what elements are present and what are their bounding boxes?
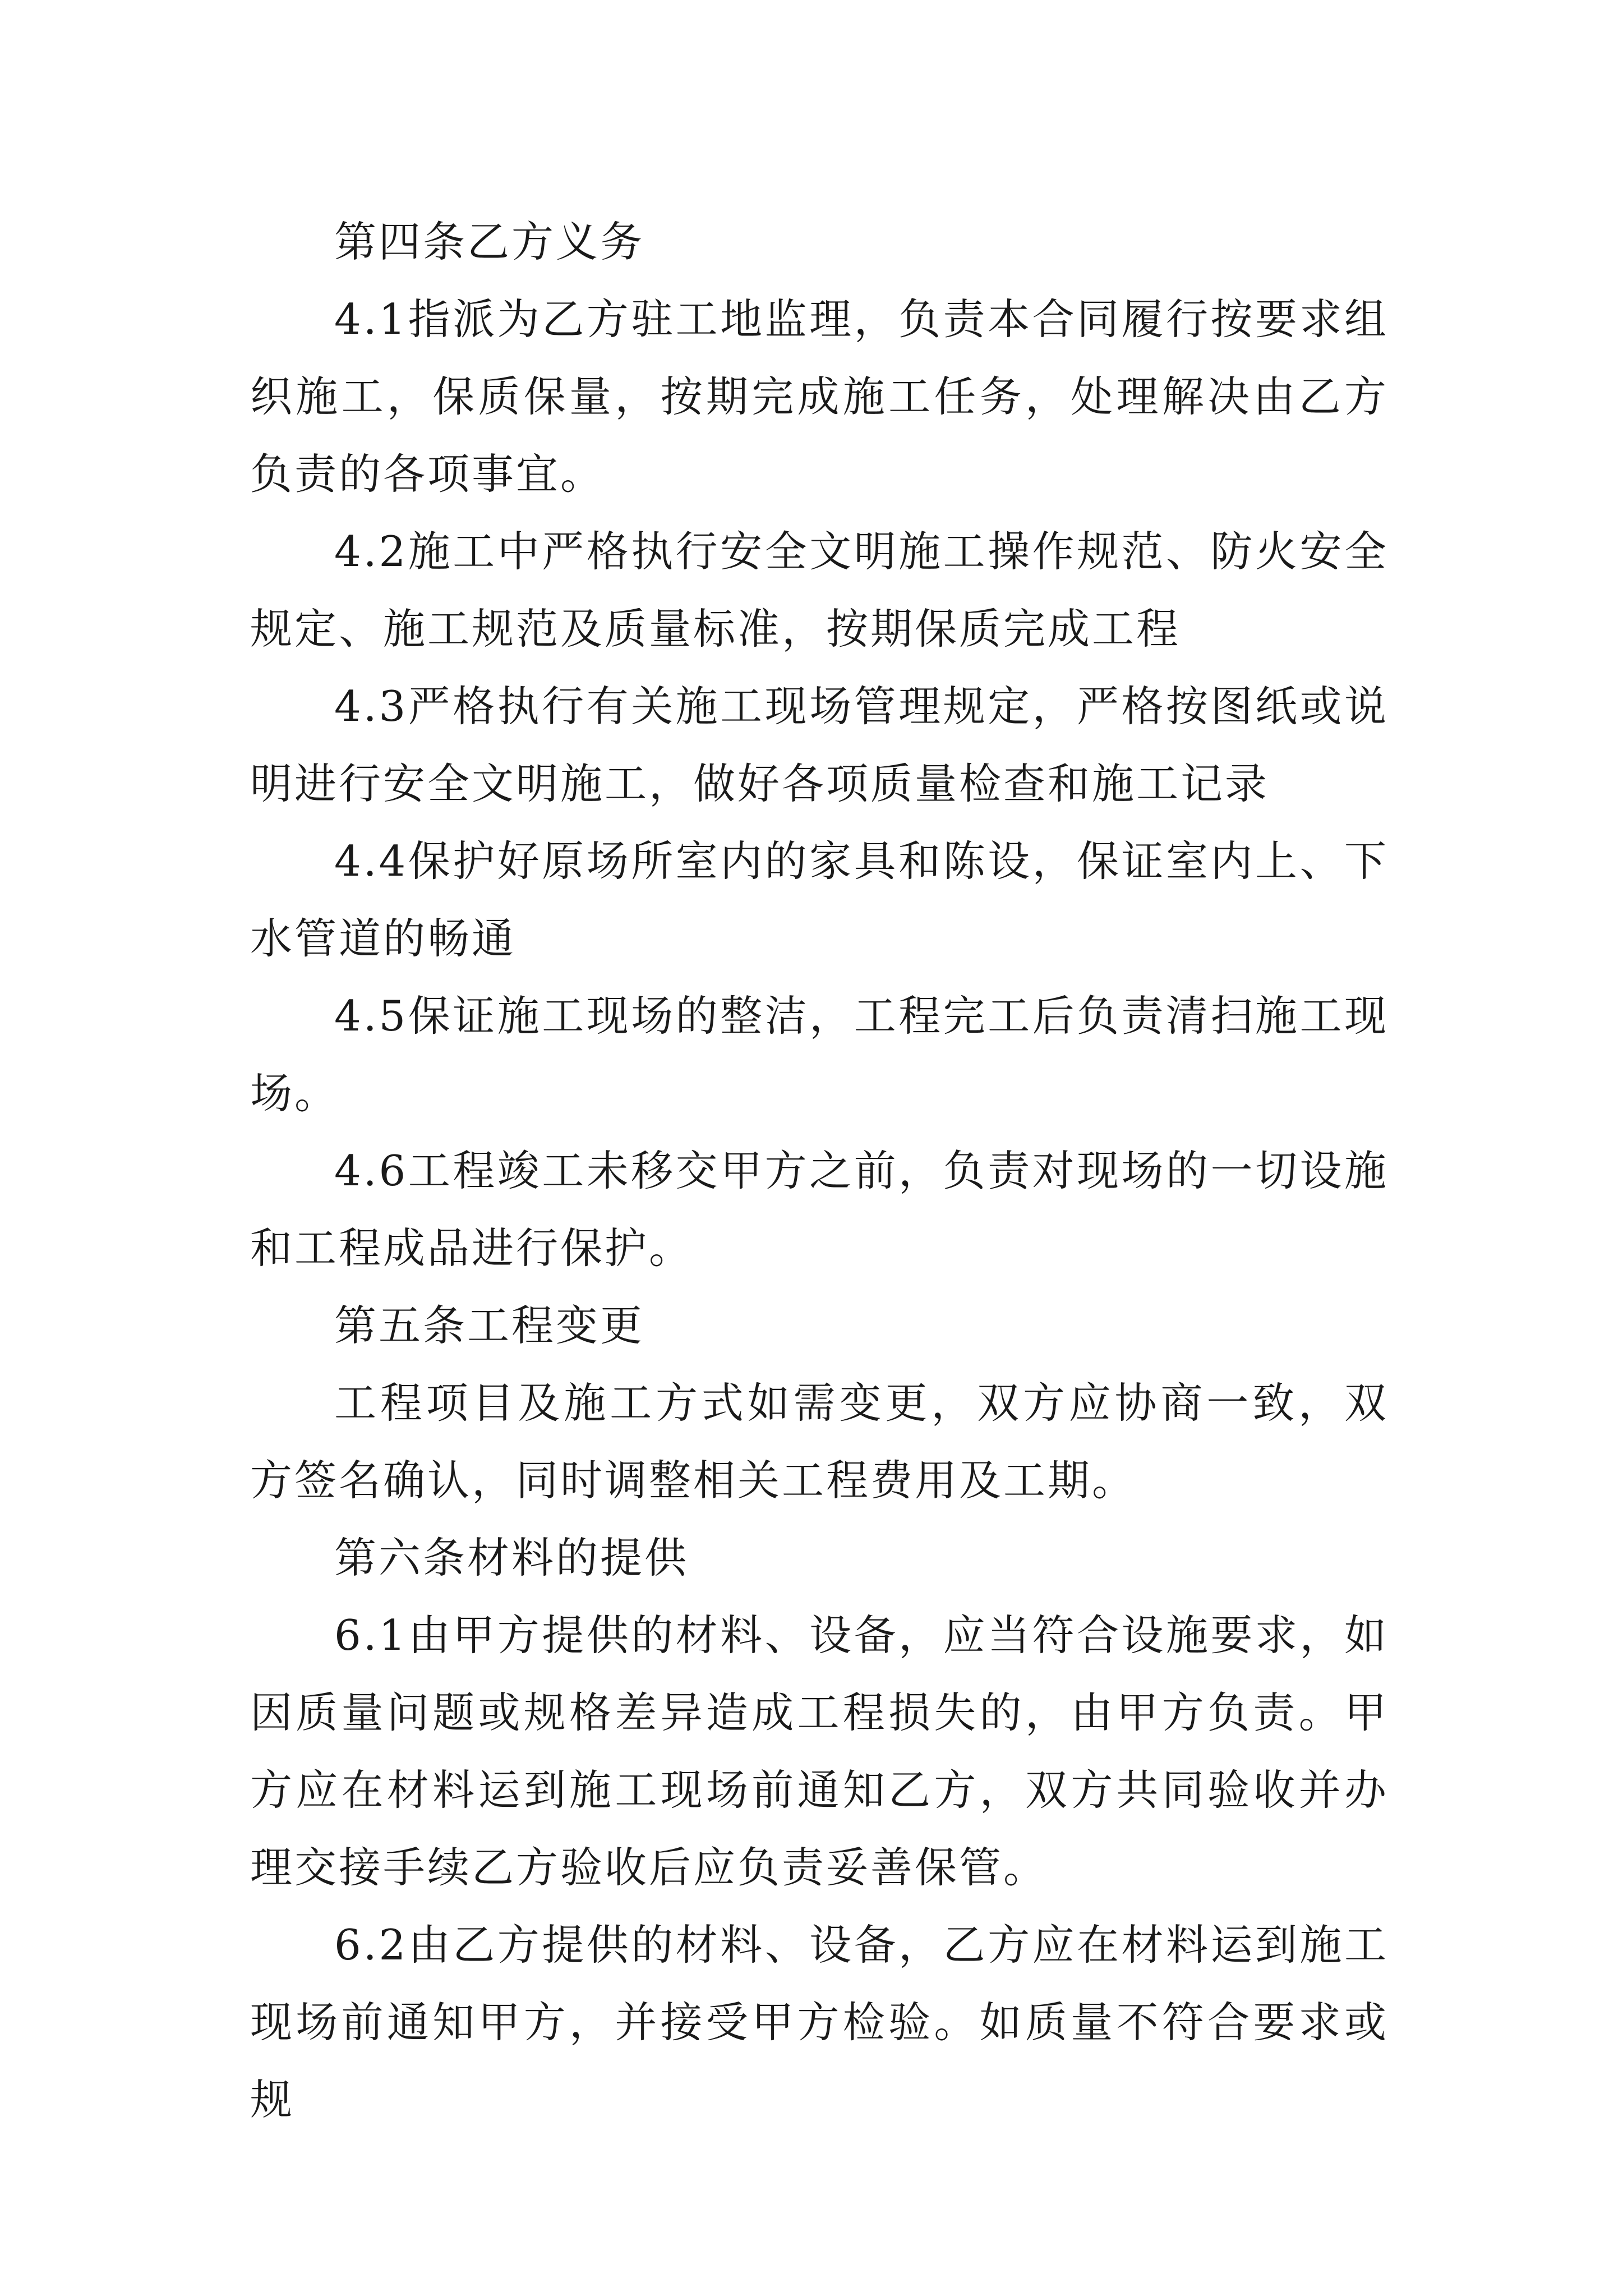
clause-6-2: 6.2由乙方提供的材料、设备，乙方应在材料运到施工现场前通知甲方，并接受甲方检验。如质量不符合要求或规 (250, 1920, 1389, 2124)
document-body (250, 203, 1389, 2138)
clause-6-1: 6.1由甲方提供的材料、设备，应当符合设施要求，如因质量问题或规格差异造成工程损失的，由甲方负责。甲方应在材料运到施工现场前通知乙方，双方共同验收并办理交接手续乙方验收后应负责妥善保管。 (250, 1611, 1389, 1892)
clause-4-3: 4.3严格执行有关施工现场管理规定，严格按图纸或说明进行安全文明施工，做好各项质量检查和施工记录 (250, 682, 1389, 808)
clause-5-body: 工程项目及施工方式如需变更，双方应协商一致，双方签名确认，同时调整相关工程费用及工期。 (250, 1378, 1389, 1505)
clause-4-6: 4.6工程竣工未移交甲方之前，负责对现场的一切设施和工程成品进行保护。 (250, 1146, 1389, 1273)
section-heading-6: 第六条材料的提供 (334, 1533, 689, 1582)
section-heading-5: 第五条工程变更 (334, 1301, 645, 1350)
clause-4-2: 4.2施工中严格执行安全文明施工操作规范、防火安全规定、施工规范及质量标准，按期保质完成工程 (250, 527, 1389, 654)
clause-4-1: 4.1指派为乙方驻工地监理，负责本合同履行按要求组织施工，保质保量，按期完成施工任务，处理解决由乙方负责的各项事宜。 (250, 295, 1389, 499)
clause-4-5: 4.5保证施工现场的整洁，工程完工后负责清扫施工现场。 (250, 991, 1389, 1118)
clause-4-4: 4.4保护好原场所室内的家具和陈设，保证室内上、下水管道的畅通 (250, 836, 1389, 963)
section-heading-4: 第四条乙方义务 (334, 217, 645, 266)
